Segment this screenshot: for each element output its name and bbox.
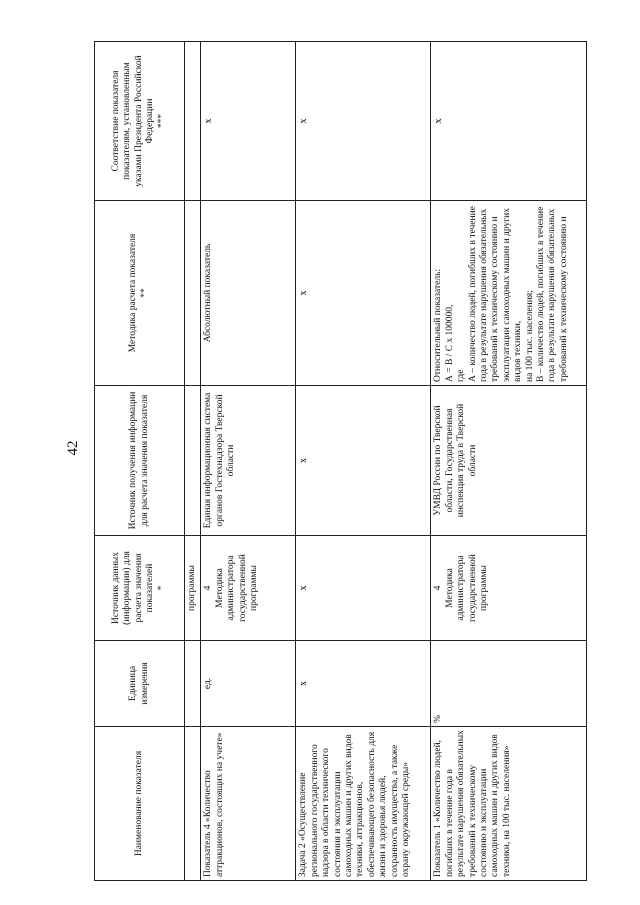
- indicators-table: [94, 41, 587, 881]
- table-cell: х: [296, 42, 431, 201]
- table-cell: х: [296, 641, 431, 727]
- table-cell: %: [431, 641, 587, 727]
- header-row: [95, 42, 185, 881]
- table-cell: х: [201, 42, 296, 201]
- table-cell: х: [431, 42, 587, 201]
- table-cell: Показатель 4 «Количество аттракционов, состоящих на учете»: [201, 727, 296, 881]
- table-cell: 4 Методика администратора государственной программы: [431, 536, 587, 641]
- table-cell: х: [296, 536, 431, 641]
- table-cell: [185, 386, 201, 536]
- table-cell: Единая информационная система органов Гостехнадзора Тверской области: [201, 386, 296, 536]
- header-compliance: Соответствие показателя показателям, установленным указами Президента Российской Федерации ***: [95, 42, 185, 201]
- table-sheet: [94, 42, 587, 881]
- table-cell: ед.: [201, 641, 296, 727]
- header-info-source: Источник получения информации для расчета значения показателя: [95, 386, 185, 536]
- table-cell: Показатель 1 «Количество людей, погибших в течение года в результате нарушения обязательных требований к техническому состоянию и эксплуатации самоходных машин и других видов техники, на 100 тыс. населения»: [431, 727, 587, 881]
- continuation-row: [185, 42, 201, 881]
- table-cell: х: [296, 386, 431, 536]
- table-cell: х: [296, 201, 431, 386]
- header-name: Наименование показателя: [95, 727, 185, 881]
- page-number: 42: [65, 440, 81, 456]
- header-data-source: Источник данных (информации) для расчета значения показателей *: [95, 536, 185, 641]
- header-unit: Единица измерения: [95, 641, 185, 727]
- rotated-table-frame: [94, 42, 587, 881]
- table-cell: программы: [185, 536, 201, 641]
- table-cell: 4 Методика администратора государственной программы: [201, 536, 296, 641]
- table-cell: Задача 2 «Осуществление регионального государственного надзора в области технического состояния и эксплуатации самоходных машин и других видов техники, аттракционов, обеспечивающего безопасность для жизни и здоровья людей, сохранность имущества, а также охрану окружающей среды»: [296, 727, 431, 881]
- table-cell: [185, 42, 201, 201]
- table-cell: Относительный показатель: А = В / С х 100000, где А – количество людей, погибших в течение года в результате нарушения обязательных требований к техническому состоянию и эксплуатации самоходных машин и других видов техники, на 100 тыс. населения; В – количество людей, погибших в течение года в результате нарушения обязательных требований к техническому состоянию и: [431, 201, 587, 386]
- table-cell: УМВД России по Тверской области, Государственная инспекция труда в Тверской области: [431, 386, 587, 536]
- table-cell: Абсолютный показатель: [201, 201, 296, 386]
- table-cell: [185, 727, 201, 881]
- header-method: Методика расчета показателя **: [95, 201, 185, 386]
- table-cell: [185, 641, 201, 727]
- table-row: [201, 42, 296, 881]
- table-cell: [185, 201, 201, 386]
- table-row: [296, 42, 431, 881]
- table-row: [431, 42, 587, 881]
